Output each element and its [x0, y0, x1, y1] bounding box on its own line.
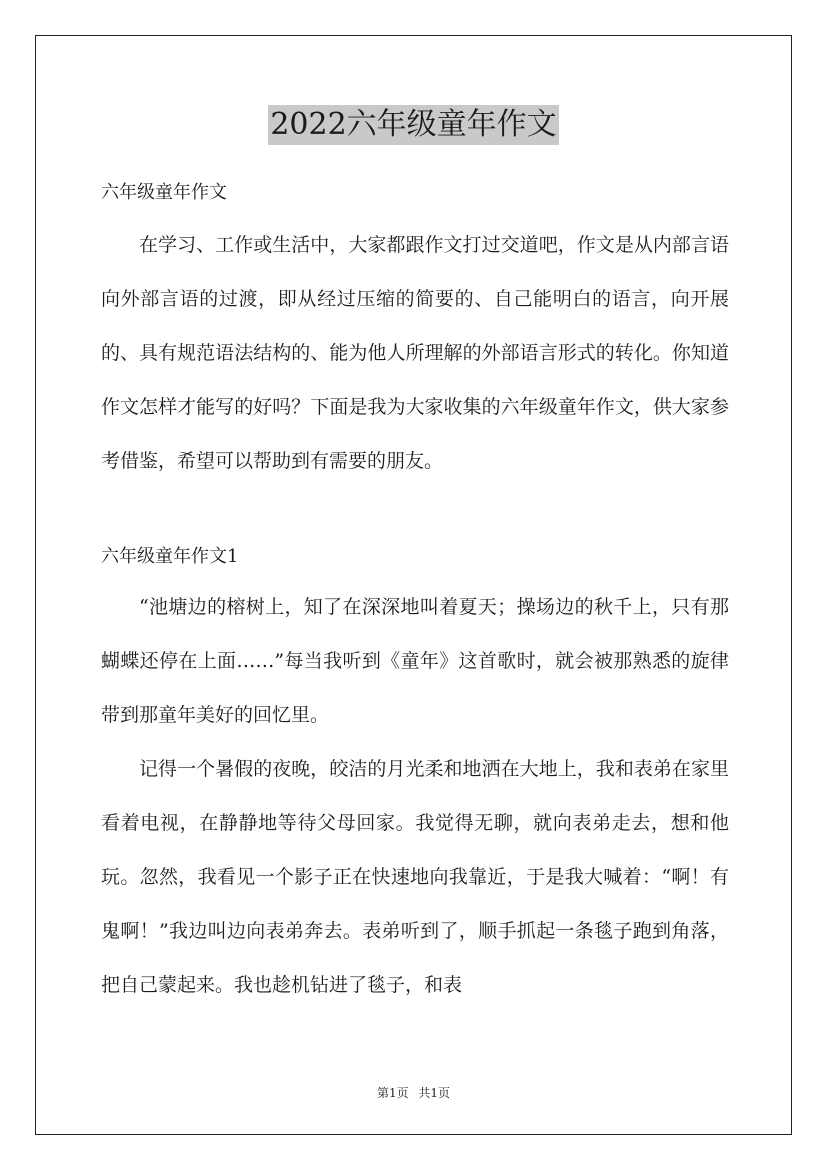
intro-heading: 六年级童年作文 [101, 182, 227, 203]
page-number: 第1页 [376, 1086, 409, 1100]
section1-paragraph-1: “池塘边的榕树上，知了在深深地叫着夏天；操场边的秋千上，只有那蝴蝶还停在上面……”每当我听到《童年》这首歌时，就会被那熟悉的旋律带到那童年美好的回忆里。 [101, 596, 729, 726]
page-total: 共1页 [418, 1086, 451, 1100]
section1-heading: 六年级童年作文1 [101, 546, 239, 567]
document-title [0, 103, 827, 145]
page-footer [0, 1084, 827, 1101]
document-title-text: 2022六年级童年作文 [268, 105, 558, 145]
document-body [101, 172, 729, 1012]
intro-paragraph: 在学习、工作或生活中，大家都跟作文打过交道吧，作文是从内部言语向外部言语的过渡，即从经过压缩的简要的、自己能明白的语言，向开展的、具有规范语法结构的、能为他人所理解的外部语言形式的转化。你知道作文怎样才能写的好吗？下面是我为大家收集的六年级童年作文，供大家参考借鉴，希望可以帮助到有需要的朋友。 [101, 234, 729, 472]
section1-paragraph-2: 记得一个暑假的夜晚，皎洁的月光柔和地洒在大地上，我和表弟在家里看着电视，在静静地等待父母回家。我觉得无聊，就向表弟走去，想和他玩。忽然，我看见一个影子正在快速地向我靠近，于是我大喊着：“啊！有鬼啊！”我边叫边向表弟奔去。表弟听到了，顺手抓起一条毯子跑到角落，把自己蒙起来。我也趁机钻进了毯子，和表 [101, 758, 729, 996]
spacer [101, 488, 729, 536]
